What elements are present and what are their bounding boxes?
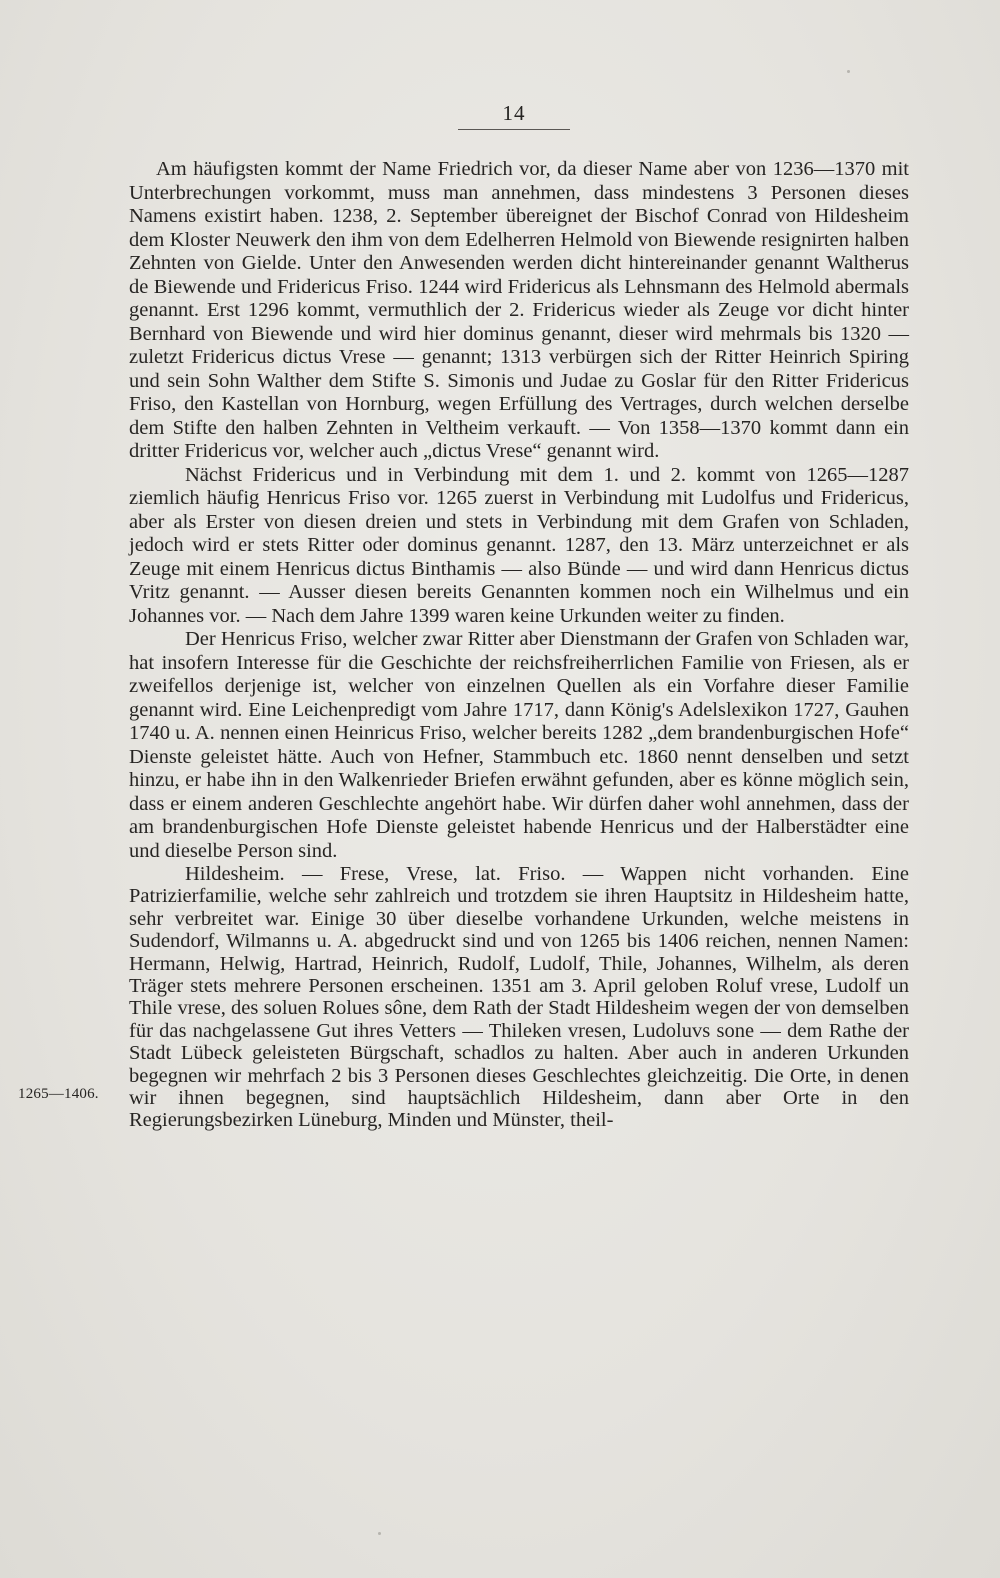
paper-speck (847, 70, 850, 73)
margin-note: 1265—1406. (18, 1086, 99, 1102)
paragraph-henricus-friso: Der Henricus Friso, welcher zwar Ritter aber Dienstmann der Grafen von Schladen war, hat insofern Interesse für die Geschichte der reichsfreiherrlichen Familie von Friesen, als er zweifellos derjenige ist, welcher von einzelnen Quellen als ein Vorfahre dieser Familie genannt wird. Eine Leichenpredigt vom Jahre 1717, dann König's Adelslexikon 1727, Gauhen 1740 u. A. nennen einen Heinricus Friso, welcher bereits 1282 „dem brandenburgischen Hofe“ Dienste geleistet hätte. Auch von Hefner, Stammbuch etc. 1860 nennt denselben und setzt hinzu, er habe ihn in den Walkenrieder Briefen erwähnt gefunden, aber es könne möglich sein, dass er einem anderen Geschlechte angehört habe. Wir dürfen daher wohl annehmen, dass der am brandenburgischen Hofe Dienste geleistet habende Henricus und der Halberstädter eine und dieselbe Person sind. (129, 628, 909, 862)
page-number: 14 (502, 101, 526, 125)
paragraph-hildesheim: Hildesheim. — Frese, Vrese, lat. Friso. — Wappen nicht vorhanden. Eine Patrizierfamilie, welche sehr zahlreich und trotzdem sie ihren Hauptsitz in Hildesheim hatte, sehr verbreitet war. Einige 30 über dieselbe vorhandene Urkunden, welche meistens in Sudendorf, Wilmanns u. A. abgedruckt sind und von 1265 bis 1406 reichen, nennen Namen: Hermann, Helwig, Hartrad, Heinrich, Rudolf, Ludolf, Thile, Johannes, Wilhelm, als deren Träger stets mehrere Personen erscheinen. 1351 am 3. April geloben Roluf vrese, Ludolf un Thile vrese, des soluen Rolues sône, dem Rath der Stadt Hildesheim wegen der von demselben für das nachgelassene Gut ihres Vetters — Thileken vresen, Ludoluvs sone — dem Rathe der Stadt Lübeck geleisteten Bürgschaft, schadlos zu halten. Aber auch in anderen Urkunden begegnen wir mehrfach 2 bis 3 Personen dieses Geschlechtes gleichzeitig. Die Orte, in denen wir ihnen begegnen, sind hauptsächlich Hildesheim, dann aber Orte in den Regierungsbezirken Lüneburg, Minden und Münster, theil- (129, 863, 909, 1132)
page-header (458, 101, 570, 130)
paragraph-henricus: Nächst Fridericus und in Verbindung mit dem 1. und 2. kommt von 1265—1287 ziemlich häufig Henricus Friso vor. 1265 zuerst in Verbindung mit Ludolfus und Fridericus, aber als Erster von diesen dreien und stets in Verbindung mit dem Grafen von Schladen, jedoch wird er stets Ritter oder dominus genannt. 1287, den 13. März unterzeichnet er als Zeuge mit einem Henricus dictus Binthamis — also Bünde — und wird dann Henricus dictus Vritz genannt. — Ausser diesen bereits Genannten kommen noch ein Wilhelmus und ein Johannes vor. — Nach dem Jahre 1399 waren keine Urkunden weiter zu finden. (129, 463, 909, 627)
paragraph-friedrich: Am häufigsten kommt der Name Friedrich vor, da dieser Name aber von 1236—1370 mit Unterbrechungen vorkommt, muss man annehmen, dass mindestens 3 Personen dieses Namens existirt haben. 1238, 2. September übereignet der Bischof Conrad von Hildesheim dem Kloster Neuwerk den ihm von dem Edelherren Helmold von Biewende resignirten halben Zehnten von Gielde. Unter den Anwesenden werden dicht hintereinander genannt Waltherus de Biewende und Fridericus Friso. 1244 wird Fridericus als Lehnsmann des Helmold abermals genannt. Erst 1296 kommt, vermuthlich der 2. Fridericus wieder als Zeuge vor dicht hinter Bernhard von Biewende und wird hier dominus genannt, dieser wird mehrmals bis 1320 — zuletzt Fridericus dictus Vrese — genannt; 1313 verbürgen sich der Ritter Heinrich Spiring und sein Sohn Walther dem Stifte S. Simonis und Judae zu Goslar für den Ritter Fridericus Friso, den Kastellan von Hornburg, wegen Erfüllung des Vertrages, durch welchen derselbe dem Stifte den halben Zehnten in Veltheim verkauft. — Von 1358—1370 kommt dann ein dritter Fridericus vor, welcher auch „dictus Vrese“ genannt wird. (129, 158, 909, 462)
header-rule (458, 129, 570, 130)
body-text (129, 158, 909, 1132)
paper-speck (378, 1532, 381, 1535)
